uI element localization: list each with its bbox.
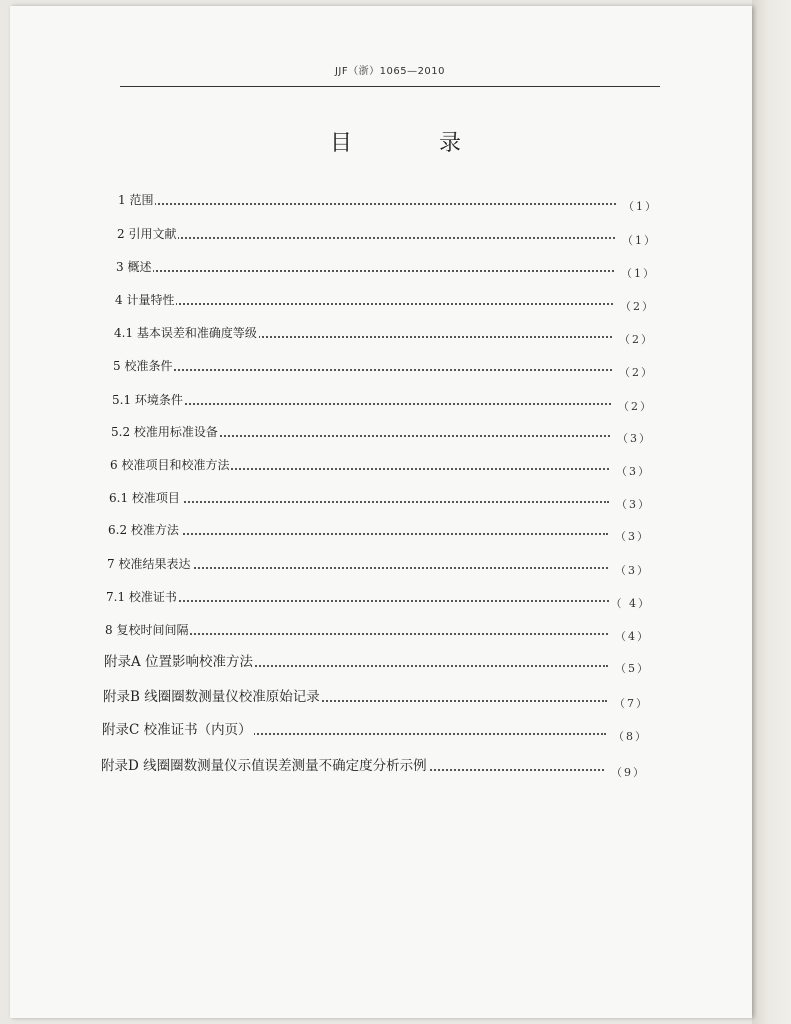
toc-leader-dots bbox=[118, 203, 616, 205]
toc-entry-appendix-d bbox=[101, 754, 646, 779]
toc-entry-1 bbox=[118, 188, 658, 213]
toc-entry-page: （3） bbox=[617, 432, 652, 445]
toc-entry-12 bbox=[107, 552, 650, 577]
toc-entry-label: 附录C 校准证书（内页） bbox=[102, 718, 254, 738]
toc-entry-page: （1） bbox=[623, 200, 658, 213]
toc-entry-page: （3） bbox=[616, 498, 651, 511]
toc-entry-page: （3） bbox=[615, 530, 650, 543]
toc-entry-page: （9） bbox=[611, 766, 646, 779]
toc-entry-13 bbox=[106, 585, 651, 610]
page-title: 目 录 bbox=[330, 131, 501, 156]
toc-entry-7 bbox=[112, 388, 653, 413]
toc-entry-page: （3） bbox=[615, 564, 650, 577]
toc-leader-dots bbox=[117, 237, 615, 239]
toc-leader-dots bbox=[116, 270, 614, 272]
toc-leader-dots bbox=[113, 369, 612, 371]
document-code-header: JJF（浙）1065—2010 bbox=[334, 66, 446, 77]
toc-entry-page: （ 4） bbox=[610, 597, 651, 610]
toc-entry-label: 5.1 环境条件 bbox=[112, 393, 183, 407]
toc-entry-4 bbox=[115, 288, 655, 313]
toc-entry-8 bbox=[111, 420, 652, 445]
toc-leader-dots bbox=[108, 533, 608, 535]
toc-entry-label: 3 概述 bbox=[116, 260, 152, 274]
toc-entry-14 bbox=[105, 618, 650, 643]
toc-entry-11 bbox=[108, 518, 650, 543]
toc-leader-dots bbox=[115, 303, 613, 305]
toc-entry-label: 7.1 校准证书 bbox=[106, 590, 177, 604]
toc-entry-label: 6.1 校准项目 bbox=[109, 491, 180, 505]
toc-leader-dots bbox=[112, 403, 611, 405]
toc-entry-label: 附录B 线圈圈数测量仪校准原始记录 bbox=[103, 685, 322, 705]
toc-entry-3 bbox=[116, 255, 656, 280]
toc-entry-appendix-a bbox=[104, 650, 650, 675]
toc-entry-page: （2） bbox=[619, 333, 654, 346]
toc-entry-label: 8 复校时间间隔 bbox=[105, 623, 189, 637]
toc-entry-label: 5 校准条件 bbox=[113, 359, 173, 373]
toc-entry-6 bbox=[113, 354, 654, 379]
toc-entry-2 bbox=[117, 222, 657, 247]
document-page bbox=[10, 6, 752, 1018]
toc-entry-page: （1） bbox=[622, 234, 657, 247]
toc-entry-label: 附录A 位置影响校准方法 bbox=[104, 650, 255, 670]
toc-entry-page: （3） bbox=[616, 465, 651, 478]
toc-entry-5 bbox=[114, 321, 654, 346]
toc-entry-10 bbox=[109, 486, 651, 511]
toc-entry-label: 5.2 校准用标准设备 bbox=[111, 425, 218, 439]
toc-entry-page: （4） bbox=[615, 630, 650, 643]
toc-entry-label: 4.1 基本误差和准确度等级 bbox=[114, 326, 257, 340]
toc-entry-label: 6 校准项目和校准方法 bbox=[110, 458, 230, 472]
toc-entry-label: 1 范围 bbox=[118, 193, 154, 207]
toc-entry-label: 2 引用文献 bbox=[117, 227, 177, 241]
toc-entry-page: （1） bbox=[621, 267, 656, 280]
toc-entry-9 bbox=[110, 453, 651, 478]
toc-entry-page: （7） bbox=[614, 697, 649, 710]
toc-entry-label: 附录D 线圈圈数测量仪示值误差测量不确定度分析示例 bbox=[101, 754, 429, 774]
toc-entry-page: （2） bbox=[618, 400, 653, 413]
header-rule bbox=[120, 86, 660, 87]
toc-entry-label: 7 校准结果表达 bbox=[107, 557, 191, 571]
toc-entry-label: 6.2 校准方法 bbox=[108, 523, 179, 537]
toc-leader-dots bbox=[106, 600, 609, 602]
toc-entry-label: 4 计量特性 bbox=[115, 293, 175, 307]
toc-leader-dots bbox=[109, 501, 609, 503]
toc-entry-page: （5） bbox=[615, 662, 650, 675]
toc-entry-appendix-b bbox=[103, 685, 649, 710]
toc-entry-page: （2） bbox=[619, 366, 654, 379]
toc-entry-appendix-c bbox=[102, 718, 648, 743]
toc-entry-page: （8） bbox=[613, 730, 648, 743]
toc-entry-page: （2） bbox=[620, 300, 655, 313]
